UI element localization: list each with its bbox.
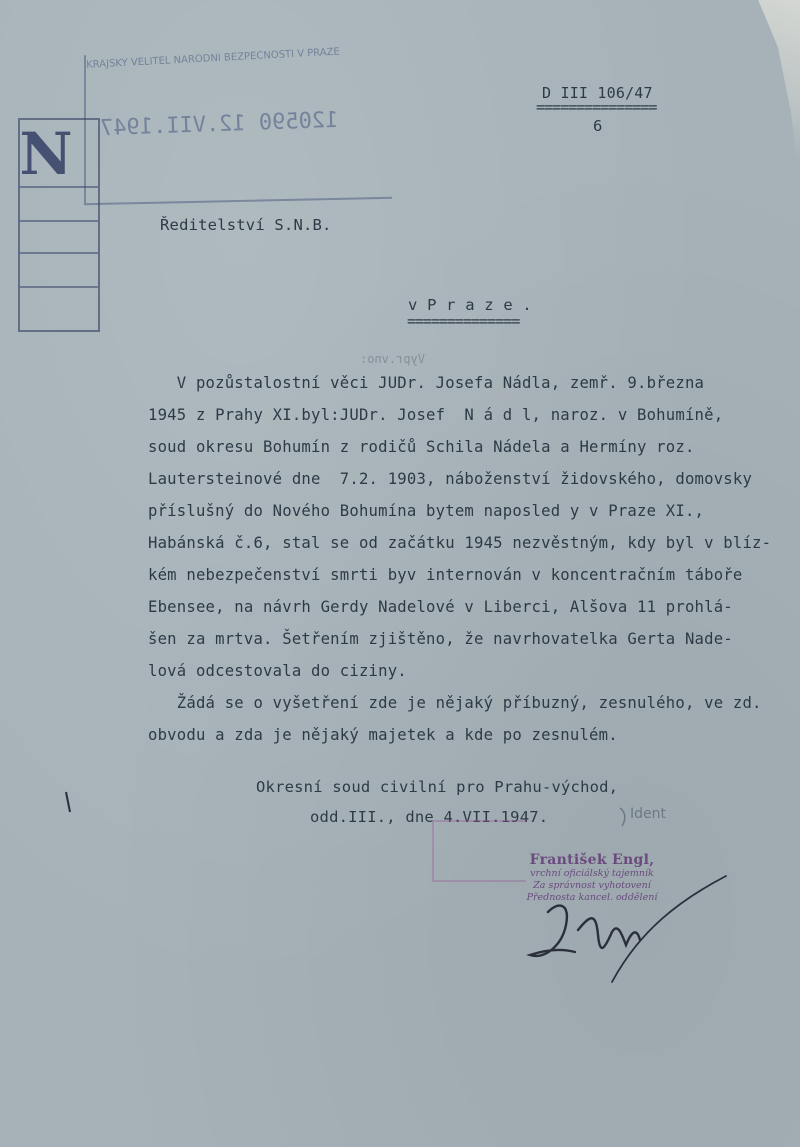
sheet-number: 6 — [593, 117, 603, 135]
body-line: kém nebezpečenství smrti byv internován v koncentračním táboře — [148, 566, 743, 584]
body-line: Žádá se o vyšetření zde je nějaký příbuzný, zesnulého, ve zd. — [148, 694, 762, 712]
signer-name: František Engl, — [529, 852, 655, 868]
body-line: Lautersteinové dne 7.2. 1903, náboženství židovského, domovsky — [148, 470, 753, 488]
mirrored-ink-bleed: Vypr.vno: — [360, 352, 426, 366]
file-reference: D III 106/47 — [542, 84, 653, 102]
handwritten-signature — [530, 906, 640, 956]
body-line: Habánská č.6, stal se od začátku 1945 nezvěstným, kdy byl v blíz- — [148, 534, 772, 552]
file-reference-underline: =============== — [536, 98, 657, 116]
addressee-city: v P r a z e . — [408, 296, 532, 314]
ident-stamp: Ident — [630, 806, 666, 822]
body-line: soud okresu Bohumín z rodičů Schila Nádela a Hermíny roz. — [148, 438, 695, 456]
body-line: V pozůstalostní věci JUDr. Josefa Nádla, zemř. 9.března — [148, 374, 705, 392]
court-name: Okresní soud civilní pro Prahu-východ, — [256, 778, 619, 796]
body-line: šen za mrtva. Šetřením zjištěno, že navrhovatelka Gerta Nade- — [148, 630, 733, 648]
body-line: lová odcestovala do ciziny. — [148, 662, 407, 680]
signer-title: vrchní oficiálský tajemník — [530, 868, 654, 879]
issue-date: odd.III., dne 4.VII.1947. — [310, 808, 549, 826]
body-line: 1945 z Prahy XI.byl:JUDr. Josef N á d l, naroz. v Bohumíně, — [148, 406, 724, 424]
addressee-underline: ============== — [407, 312, 520, 330]
stamp-registry-number: 120590 12.VII.1947 — [99, 107, 339, 142]
stamp-header-text: KRAJSKÝ VELITEL NÁRODNÍ BEZPEČNOSTI V PRAZE — [85, 46, 341, 71]
signer-line-2: Za správnost vyhotovení — [533, 880, 651, 891]
addressee-name: Ředitelství S.N.B. — [160, 216, 332, 234]
body-line: obvodu a zda je nějaký majetek a kde po zesnulém. — [148, 726, 618, 744]
body-line: příslušný do Nového Bohumína bytem naposled y v Praze XI., — [148, 502, 705, 520]
classification-letter: N — [19, 120, 73, 188]
signer-line-3: Přednosta kancel. oddělení — [526, 892, 658, 903]
body-line: Ebensee, na návrh Gerdy Nadelové v Liberci, Alšova 11 prohlá- — [148, 598, 733, 616]
